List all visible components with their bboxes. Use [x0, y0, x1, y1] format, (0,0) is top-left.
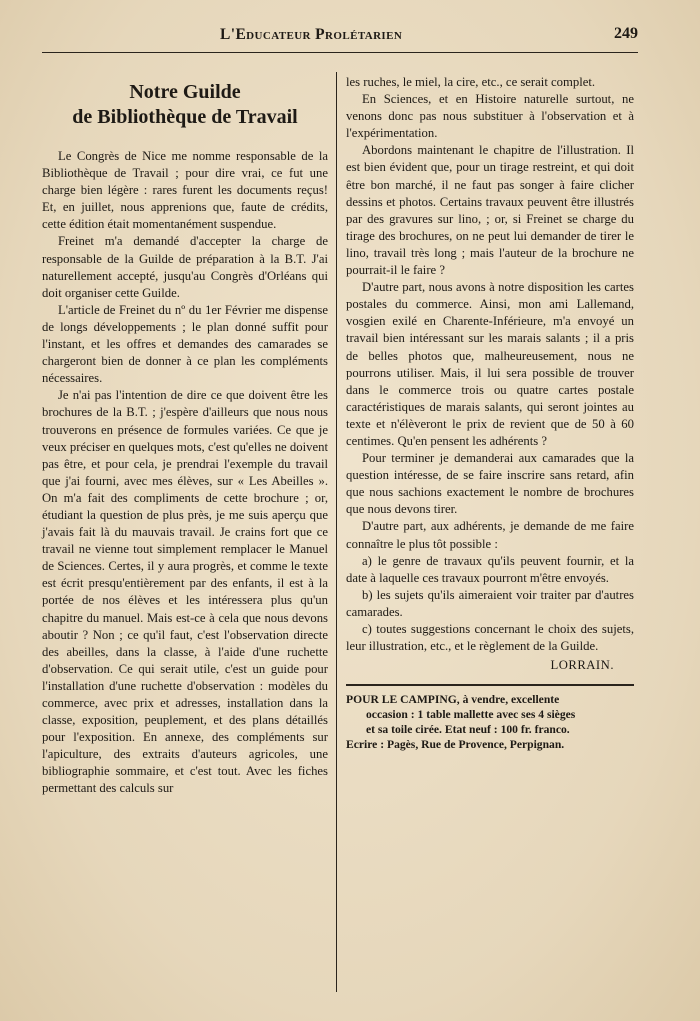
- column-divider: [336, 72, 337, 992]
- article-title-line-2: de Bibliothèque de Travail: [72, 106, 298, 128]
- list-item-c: c) toutes suggestions concernant le choix des sujets, leur illustration, etc., et le règlement de la Guilde.: [346, 622, 634, 654]
- list-item-b: b) les sujets qu'ils aimeraient voir traiter par d'autres camarades.: [346, 587, 634, 619]
- paragraph-7: D'autre part, nous avons à notre disposition les cartes postales du commerce. Ainsi, mon ami Lallemand, vosgien exilé en Charente-Inférieure, m'a envoyé un travail bien intéressant sur les marais salants ; il a pris de belles photos que, malheureusement, nous ne pourrons utiliser. Mais, il lui sera possible de trouver dans le commerce trois ou quatre cartes postale caractéristiques de marais salants, qui seront jointes au texte et n'élèveront le prix de revient que de 50 à 60 centimes. Qu'en pensent les adhérents ?: [346, 280, 634, 448]
- paragraph-6: Abordons maintenant le chapitre de l'illustration. Il est bien évident que, pour un tirage restreint, et qui doit être bon marché, il ne faut pas songer à faire clicher dessins et photos. Certains travaux peuvent être illustrés par des gravures sur lino, ; or, si Freinet se charge du tirage des brochures, on ne peut lui demander de tirer le lino, travail très long ; mais l'auteur de la brochure ne pourrait-il le faire ?: [346, 143, 634, 278]
- paragraph-5: En Sciences, et en Histoire naturelle surtout, ne venons donc pas nous substituer à l'observation et à l'expérimentation.: [346, 92, 634, 141]
- paragraph-2: Freinet m'a demandé d'accepter la charge de responsable de la Guilde de préparation à la B.T. J'ai naturellement accepté, jusqu'au Congrès d'Orléans qui doit organiser cette Guilde.: [42, 234, 328, 300]
- paragraph-9: D'autre part, aux adhérents, je demande de me faire connaître le plus tôt possible :: [346, 519, 634, 551]
- page-header: [42, 22, 638, 53]
- journal-title: L'Educateur Prolétarien: [220, 26, 403, 43]
- left-column: [42, 76, 328, 798]
- paragraph-3: L'article de Freinet du nº du 1er Février me dispense de longs développements ; le plan donné suffit pour l'instant, et les offres et demandes des camarades se chargeront bien de donner à ce plan les compléments nécessaires.: [42, 302, 328, 386]
- advertisement-line-2: occasion : 1 table mallette avec ses 4 sièges: [366, 708, 576, 722]
- advertisement-line-3: et sa toile cirée. Etat neuf : 100 fr. franco.: [366, 723, 570, 737]
- advertisement-line-4: Ecrire : Pagès, Rue de Provence, Perpignan.: [346, 738, 565, 752]
- article-title-line-1: Notre Guilde: [129, 81, 241, 103]
- list-item-a: a) le genre de travaux qu'ils peuvent fournir, et la date à laquelle ces travaux pourront m'être envoyés.: [346, 553, 634, 585]
- author-signature: LORRAIN.: [550, 658, 614, 673]
- article-title: [42, 80, 328, 130]
- paragraph-1: Le Congrès de Nice me nomme responsable de la Bibliothèque de Travail ; pour dire vrai, ce fut une charge bien légère : rares furent les documents reçus! Et, en juillet, nous apprenions que, faute de crédits, cette édition était momentanément suspendue.: [42, 149, 328, 232]
- right-column: [346, 74, 634, 752]
- paragraph-8: Pour terminer je demanderai aux camarades que la question intéresse, de se faire inscrire sans retard, afin que nous sachions exactement le nombre de brochures que nous devons tirer.: [346, 451, 634, 517]
- advertisement-rule: [346, 684, 634, 686]
- advertisement: [346, 692, 634, 752]
- paragraph-4-continued: les ruches, le miel, la cire, etc., ce serait complet.: [346, 75, 596, 89]
- advertisement-line-1: POUR LE CAMPING, à vendre, excellente: [346, 693, 560, 707]
- paragraph-4: Je n'ai pas l'intention de dire ce que doivent être les brochures de la B.T. ; j'espère d'ailleurs que nous nous trouverons en présence de formules variées. Ce que je veux préciser en quelques mots, c'est qu'elles ne doivent pas être, et pour cela, je prendrai l'exemple du travail que j'ai fourni, avec mes élèves, sur « Les Abeilles ». On m'a fait des compliments de cette brochure ; or, étudiant la question de plus près, je me suis aperçu que j'avais fait là du mauvais travail. Je crains fort que ce travail ne vienne tout simplement remplacer le Manuel de Sciences. Certes, il y aura progrès, et comme le texte est écrit presqu'entièrement par des enfants, il est à la portée de nos élèves et les intéressera plus qu'un chapitre du manuel. Mais est-ce à cela que nous devons aboutir ? Non ; ce qu'il faut, c'est l'observation directe des abeilles, dans la classe, à l'aide d'une ruchette d'observation. Ce qui serait utile, c'est un guide pour l'installation d'une ruchette d'observation : modèles du commerce, avec prix et adresses, installation dans la classe, exposition, peuplement, et des plans détaillés pour l'exposition. En annexe, des compléments sur l'apiculture, des extraits d'auteurs agricoles, une bibliographie sommaire, et c'est tout. Avec les fiches permettant des calculs sur: [42, 388, 328, 796]
- page-number: 249: [614, 25, 638, 42]
